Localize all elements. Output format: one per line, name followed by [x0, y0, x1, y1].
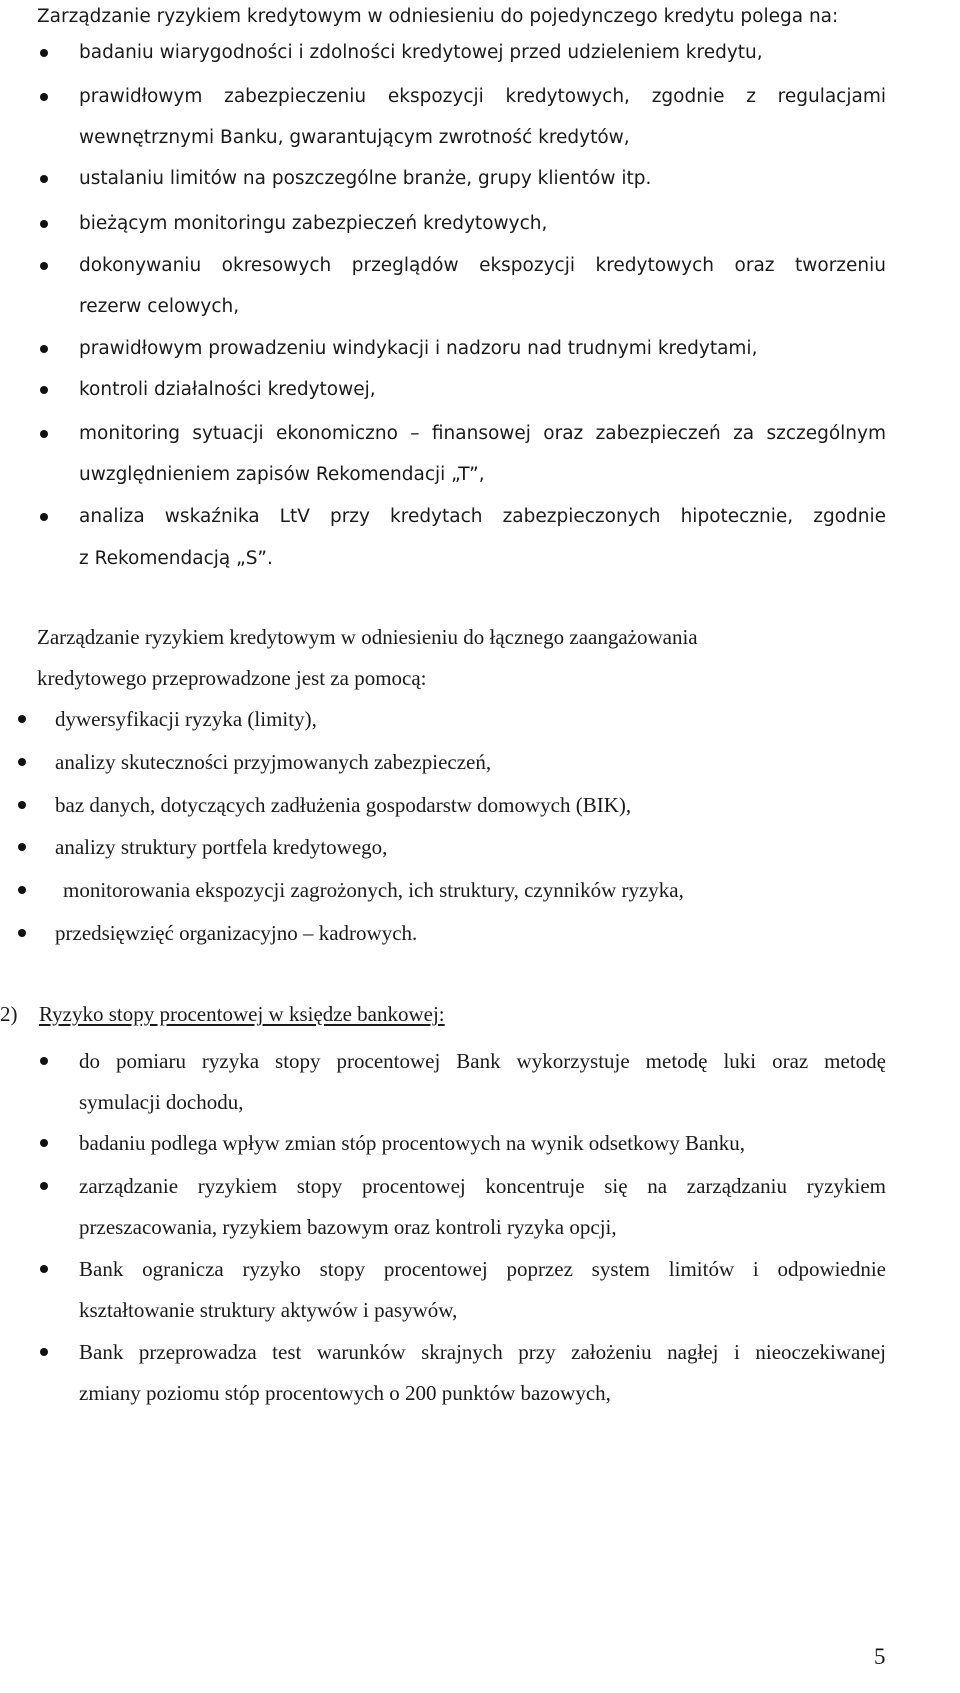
list-item: zarządzanie ryzykiem stopy procentowej koncentruje się na zarządzaniu ryzykiem: [79, 1174, 886, 1198]
section3-number: 2): [0, 1002, 18, 1026]
list-item: ustalaniu limitów na poszczególne branże, grupy klientów itp.: [79, 168, 652, 189]
list-item: przedsięwzięć organizacyjno – kadrowych.: [55, 921, 418, 945]
list-item: do pomiaru ryzyka stopy procentowej Bank wykorzystuje metodę luki oraz metodę: [79, 1049, 886, 1073]
bullet: [40, 220, 48, 228]
list-item: baz danych, dotyczących zadłużenia gospodarstw domowych (BIK),: [55, 793, 632, 817]
bullet: [18, 843, 26, 851]
list-item: prawidłowym prowadzeniu windykacji i nadzoru nad trudnymi kredytami,: [79, 338, 758, 359]
bullet: [40, 93, 48, 101]
list-item: prawidłowym zabezpieczeniu ekspozycji kredytowych, zgodnie z regulacjami: [79, 86, 886, 107]
bullet: [40, 345, 48, 353]
list-item-continuation: zmiany poziomu stóp procentowych o 200 punktów bazowych,: [79, 1381, 611, 1405]
list-item: dokonywaniu okresowych przeglądów ekspozycji kredytowych oraz tworzeniu: [79, 255, 886, 276]
section1-intro: Zarządzanie ryzykiem kredytowym w odniesieniu do pojedynczego kredytu polega na:: [37, 6, 839, 27]
bullet: [18, 886, 26, 894]
bullet: [40, 175, 48, 183]
bullet: [40, 1182, 48, 1190]
bullet: [40, 1057, 48, 1065]
list-item-continuation: przeszacowania, ryzykiem bazowym oraz kontroli ryzyka opcji,: [79, 1215, 617, 1239]
list-item: dywersyfikacji ryzyka (limity),: [55, 707, 317, 731]
list-item: monitoring sytuacji ekonomiczno – finansowej oraz zabezpieczeń za szczególnym: [79, 423, 886, 444]
list-item: Bank przeprowadza test warunków skrajnych przy założeniu nagłej i nieoczekiwanej: [79, 1340, 886, 1364]
list-item: analizy skuteczności przyjmowanych zabezpieczeń,: [55, 750, 492, 774]
section2-intro: Zarządzanie ryzykiem kredytowym w odniesieniu do łącznego zaangażowania: [37, 625, 698, 649]
list-item: badaniu podlega wpływ zmian stóp procentowych na wynik odsetkowy Banku,: [79, 1131, 746, 1155]
bullet: [40, 386, 48, 394]
section2-intro-continuation: kredytowego przeprowadzone jest za pomocą:: [37, 666, 427, 690]
bullet: [40, 1265, 48, 1273]
list-item: Bank ogranicza ryzyko stopy procentowej poprzez system limitów i odpowiednie: [79, 1257, 886, 1281]
section3-heading: Ryzyko stopy procentowej w księdze bankowej:: [39, 1002, 445, 1026]
list-item-continuation: uwzględnieniem zapisów Rekomendacji „T”,: [79, 464, 485, 485]
bullet: [40, 1348, 48, 1356]
page-number: 5: [874, 1644, 886, 1669]
list-item: bieżącym monitoringu zabezpieczeń kredytowych,: [79, 213, 548, 234]
list-item: kontroli działalności kredytowej,: [79, 379, 376, 400]
bullet: [18, 758, 26, 766]
bullet: [40, 513, 48, 521]
bullet: [18, 715, 26, 723]
list-item-continuation: rezerw celowych,: [79, 296, 240, 317]
bullet: [40, 430, 48, 438]
bullet: [40, 49, 48, 57]
list-item-continuation: z Rekomendacją „S”.: [79, 548, 273, 569]
bullet: [40, 1139, 48, 1147]
list-item: analiza wskaźnika LtV przy kredytach zabezpieczonych hipotecznie, zgodnie: [79, 506, 886, 527]
bullet: [18, 801, 26, 809]
bullet: [18, 929, 26, 937]
list-item: monitorowania ekspozycji zagrożonych, ich struktury, czynników ryzyka,: [63, 878, 684, 902]
list-item-continuation: kształtowanie struktury aktywów i pasywów,: [79, 1298, 458, 1322]
list-item-continuation: symulacji dochodu,: [79, 1090, 244, 1114]
list-item-continuation: wewnętrznymi Banku, gwarantującym zwrotność kredytów,: [79, 127, 630, 148]
list-item: analizy struktury portfela kredytowego,: [55, 835, 388, 859]
list-item: badaniu wiarygodności i zdolności kredytowej przed udzieleniem kredytu,: [79, 42, 763, 63]
bullet: [40, 262, 48, 270]
